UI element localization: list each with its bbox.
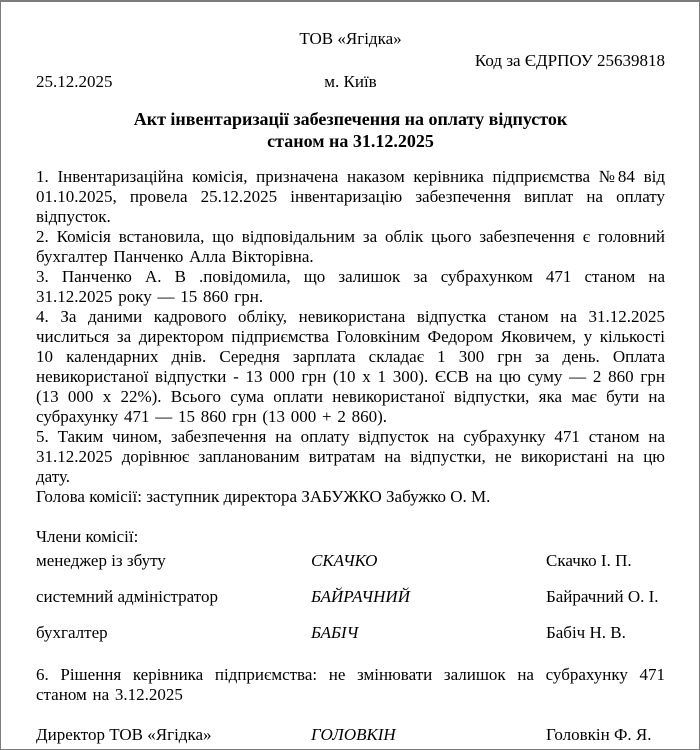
document-date: 25.12.2025 [36, 72, 113, 91]
director-role: Директор ТОВ «Ягідка» [36, 725, 212, 744]
member-signature: БАЙРАЧНИЙ [311, 587, 410, 606]
document-city: м. Київ [324, 72, 377, 91]
document-title-line1: Акт інвентаризації забезпечення на оплату відпусток [133, 109, 568, 129]
paragraph-2: 2. Комісія встановила, що відповідальним за облік цього забезпечення є головний бухгалтер Панченко Алла Вікторівна. [36, 227, 665, 266]
members-label: Члени комісії: [36, 527, 139, 546]
paragraph-1: 1. Інвентаризаційна комісія, призначена наказом керівника підприємства №84 від 01.10.2025, провела 25.12.2025 інвентаризацію забезпечення виплат на оплату відпусток. [36, 167, 665, 226]
member-name: Байрачний О. І. [546, 587, 659, 606]
decision-section [36, 665, 665, 705]
member-role: бухгалтер [36, 623, 108, 642]
member-name: Скачко І. П. [546, 551, 632, 570]
member-role: менеджер із збуту [36, 551, 166, 570]
member-row [36, 551, 665, 571]
paragraph-4: 4. За даними кадрового обліку, невикористана відпустка станом на 31.12.2025 числиться за директором підприємства Головкіним Федором Яковичем, у кількості 10 календарних днів. Середня зарплата складає 1 300 грн за день. Оплата невикористаної відпустки - 13 000 грн (10 х 1 300). ЄСВ на цю суму — 2 860 грн (13 000 х 22%). Всього сума оплати невикористаної відпустки, яка має бути на субрахунку 471 — 15 860 грн (13 000 + 2 860). [36, 307, 665, 426]
paragraph-6-decision: 6. Рішення керівника підприємства: не змінювати залишок на субрахунку 471 станом на 3.12.2025 [36, 665, 665, 704]
head-of-commission-line: Голова комісії: заступник директора ЗАБУЖКО Забужко О. М. [36, 487, 491, 506]
member-signature: СКАЧКО [311, 551, 378, 570]
director-row [36, 725, 665, 745]
commission-members [36, 551, 665, 643]
document-body [36, 167, 665, 507]
member-name: Бабіч Н. В. [546, 623, 626, 642]
paragraph-5: 5. Таким чином, забезпечення на оплату відпусток на субрахунку 471 станом на 31.12.2025 дорівнює запланованим витратам на відпустки, не використані на цю дату. [36, 427, 665, 486]
document-title-line2: станом на 31.12.2025 [267, 131, 434, 151]
director-signature: ГОЛОВКІН [311, 725, 396, 744]
member-role: системний адміністратор [36, 587, 218, 606]
date-city-row [36, 72, 665, 92]
member-row [36, 587, 665, 607]
edrpou-code: Код за ЄДРПОУ 25639818 [474, 51, 665, 70]
company-name: ТОВ «Ягідка» [299, 29, 402, 48]
director-name: Головкін Ф. Я. [546, 725, 652, 744]
document-title [36, 108, 665, 152]
member-row [36, 623, 665, 643]
paragraph-3: 3. Панченко А. В .повідомила, що залишок за субрахунком 471 станом на 31.12.2025 року — 15 860 грн. [36, 267, 665, 306]
member-signature: БАБІЧ [311, 623, 359, 642]
